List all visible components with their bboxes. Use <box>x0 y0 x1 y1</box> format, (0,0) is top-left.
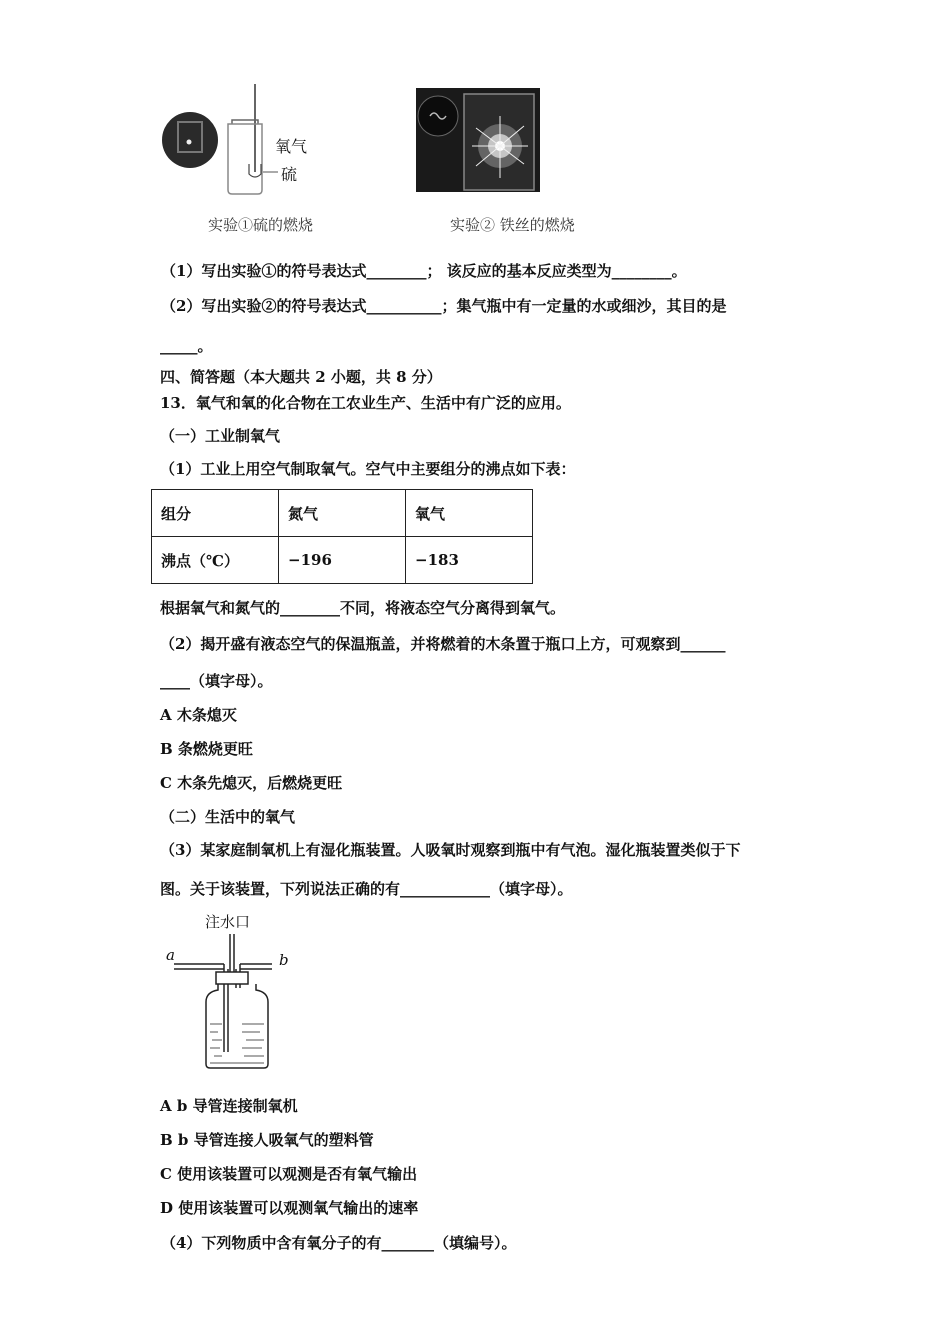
q3-option-d: D 使用该装置可以观测氧气输出的速率 <box>160 1199 419 1217</box>
humidifier-label-a: a <box>166 946 175 964</box>
q1-text: （1）工业上用空气制取氧气。空气中主要组分的沸点如下表： <box>160 460 576 478</box>
table-cell: 组分 <box>152 490 279 537</box>
q2-option-a: A 木条熄灭 <box>160 706 237 724</box>
table-row <box>152 537 533 584</box>
exp2-jar <box>464 94 534 190</box>
exp1-caption: 实验①硫的燃烧 <box>208 216 314 234</box>
q2-text: （2）揭开盛有液态空气的保温瓶盖，并将燃着的木条置于瓶口上方，可观察到______ <box>160 635 726 653</box>
table-cell: 氮气 <box>279 490 406 537</box>
table-cell: −196 <box>279 537 406 584</box>
exp1-label-sulfur: 硫 <box>281 165 298 184</box>
q1-after-text: 根据氧气和氮气的________不同，将液态空气分离得到氧气。 <box>160 599 566 617</box>
exp1-inset-photo <box>162 112 218 168</box>
q2-continuation: ____（填字母）。 <box>160 672 273 690</box>
q4-text: （4）下列物质中含有氧分子的有_______（填编号）。 <box>161 1234 517 1252</box>
q3-continuation: 图。关于该装置，下列说法正确的有____________（填字母）。 <box>160 880 573 898</box>
part1-title: （一）工业制氧气 <box>160 427 281 445</box>
boiling-point-table <box>151 489 533 584</box>
q12-part2-continuation: _____。 <box>160 337 213 355</box>
q13-stem: 13．氧气和氧的化合物在工农业生产、生活中有广泛的应用。 <box>160 394 571 412</box>
table-cell: −183 <box>406 537 533 584</box>
table-cell: 氧气 <box>406 490 533 537</box>
q3-option-b: B b 导管连接人吸氧气的塑料管 <box>160 1131 374 1149</box>
q2-option-b: B 条燃烧更旺 <box>160 740 253 758</box>
q3-option-a: A b 导管连接制氧机 <box>160 1097 298 1115</box>
q12-part1: （1）写出实验①的符号表达式________； 该反应的基本反应类型为________。 <box>161 262 687 280</box>
exp2-figure <box>416 88 540 192</box>
q2-option-c: C 木条先熄灭，后燃烧更旺 <box>160 774 343 792</box>
part2-title: （二）生活中的氧气 <box>160 808 296 826</box>
table-row <box>152 490 533 537</box>
humidifier-label-inlet: 注水口 <box>205 913 251 931</box>
exp1-flask <box>228 84 278 194</box>
exp1-label-oxygen: 氧气 <box>275 137 308 156</box>
q12-part2: （2）写出实验②的符号表达式__________；集气瓶中有一定量的水或细沙，其目的是 <box>161 297 727 315</box>
section4-heading: 四、简答题（本大题共 2 小题，共 8 分） <box>160 368 442 386</box>
humidifier-label-b: b <box>279 951 289 969</box>
q3-option-c: C 使用该装置可以观测是否有氧气输出 <box>160 1165 418 1183</box>
table-cell: 沸点（℃） <box>152 537 279 584</box>
exp2-caption: 实验② 铁丝的燃烧 <box>450 216 575 234</box>
q3-text: （3）某家庭制氧机上有湿化瓶装置。人吸氧时观察到瓶中有气泡。湿化瓶装置类似于下 <box>160 841 741 859</box>
